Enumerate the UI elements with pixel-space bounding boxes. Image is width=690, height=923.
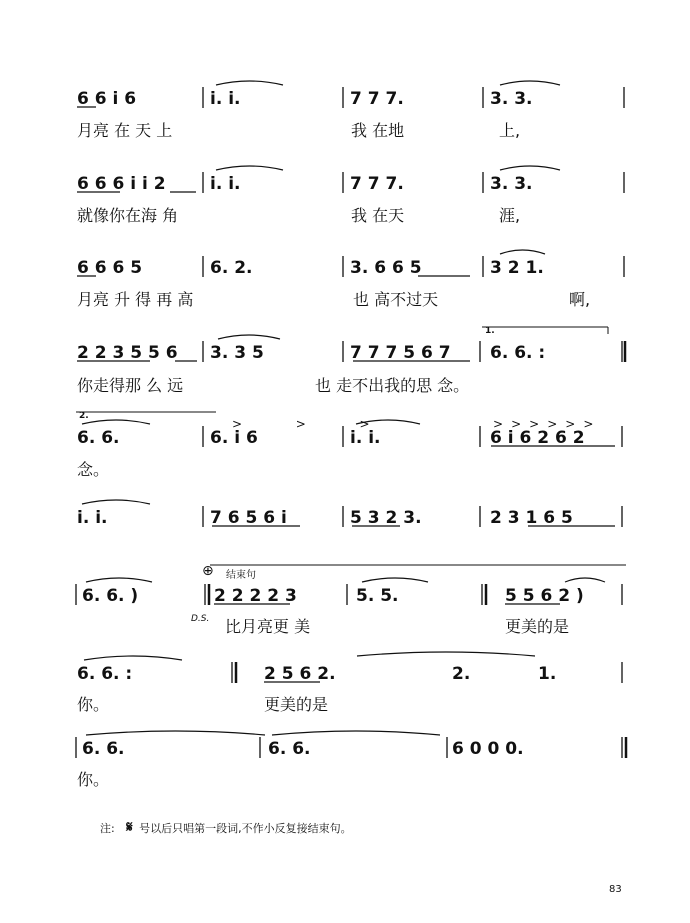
- measure-notes: 2 3 1 6 5: [490, 508, 573, 528]
- lyric-text: 更美的是: [505, 617, 570, 636]
- measure-notes: 6 6 6 5: [77, 258, 143, 278]
- accent-mark: >: [493, 417, 512, 431]
- footnote: [100, 818, 352, 836]
- lyric-text: 啊,: [569, 290, 591, 309]
- lyric-text: 就像你在海 角: [77, 206, 179, 225]
- measure-notes: 3. 3.: [490, 89, 533, 109]
- accent-mark: >: [359, 417, 370, 431]
- volta-2-label: 2.: [79, 411, 89, 421]
- accent-mark: >: [547, 417, 566, 431]
- segno-icon: 𝄋: [126, 818, 133, 836]
- lyric-text: 我 在地: [351, 121, 405, 140]
- lyric-text: 你。: [77, 770, 110, 789]
- lyric-text: 涯,: [499, 206, 521, 225]
- lyric-text: 上,: [499, 121, 521, 140]
- slur: [500, 166, 560, 170]
- lyric-text: 我 在天: [351, 206, 405, 225]
- lyric-text: 月亮 在 天 上: [77, 121, 173, 140]
- measure-notes: 6. 2.: [210, 258, 253, 278]
- measure-notes: 6. 6. ): [82, 586, 139, 606]
- accent-mark: >: [529, 417, 548, 431]
- accent-mark: >: [232, 417, 243, 431]
- accent-marks-right: [493, 417, 601, 431]
- slur: [216, 166, 283, 170]
- measure-notes: 7 7 7.: [350, 89, 404, 109]
- slur: [86, 731, 265, 735]
- accent-mark: >: [295, 417, 306, 431]
- measure-notes: 2 2 2 2 3: [214, 586, 297, 606]
- slur: [82, 420, 150, 424]
- measure-notes: 3. 3 5: [210, 343, 264, 363]
- lyric-text: 比月亮更 美: [225, 617, 311, 636]
- measure-notes: i. i.: [350, 428, 381, 448]
- slur: [565, 578, 605, 582]
- measure-notes: 2 2 3 5 5 6: [77, 343, 178, 363]
- lyric-text: 更美的是: [264, 695, 329, 714]
- slur: [362, 578, 428, 582]
- slur: [272, 731, 440, 735]
- measure-notes: i. i.: [210, 174, 241, 194]
- measure-notes: 6 i 6 2 6 2: [490, 428, 585, 448]
- measure-notes: 5. 5.: [356, 586, 399, 606]
- measure-notes: 6. i 6: [210, 428, 258, 448]
- measure-notes: 5 5 6 2 ): [505, 586, 584, 606]
- measure-notes: 6. 6.: [82, 739, 125, 759]
- lyric-text: 你走得那 么 远: [77, 376, 184, 395]
- slur: [82, 500, 150, 504]
- accent-marks: [232, 417, 370, 431]
- measure-notes: 6 6 6 i i 2: [77, 174, 166, 194]
- measure-notes: i. i.: [77, 508, 108, 528]
- measure-notes: 2.: [452, 664, 471, 684]
- measure-notes: 6. 6.: [268, 739, 311, 759]
- measure-notes: 3. 3.: [490, 174, 533, 194]
- accent-mark: >: [511, 417, 530, 431]
- slur: [500, 250, 545, 254]
- ending-label: 结束句: [226, 570, 256, 581]
- measure-notes: 3 2 1.: [490, 258, 544, 278]
- measure-notes: i. i.: [210, 89, 241, 109]
- volta-1-label: 1.: [485, 326, 495, 336]
- lyric-text: 念。: [77, 460, 110, 479]
- lyric-text: 也 走不出我的思 念。: [315, 376, 470, 395]
- measure-notes: 6. 6.: [77, 428, 120, 448]
- measure-notes: 7 7 7 5 6 7: [350, 343, 451, 363]
- slur: [86, 578, 152, 582]
- lyric-text: 你。: [77, 695, 110, 714]
- accent-mark: >: [565, 417, 584, 431]
- measure-notes: 5 3 2 3.: [350, 508, 422, 528]
- lyric-text: 也 高不过天: [353, 290, 439, 309]
- slur: [216, 81, 283, 85]
- accent-mark: >: [583, 417, 602, 431]
- measure-notes: 6 6 i 6: [77, 89, 137, 109]
- segno-sign: ⊕: [202, 563, 214, 579]
- slur: [218, 335, 280, 339]
- measure-notes: 1.: [538, 664, 557, 684]
- measure-notes: 6 0 0 0.: [452, 739, 524, 759]
- slur: [357, 652, 535, 656]
- slur: [84, 656, 182, 660]
- measure-notes: 2 5 6 2.: [264, 664, 336, 684]
- measure-notes: 7 6 5 6 i: [210, 508, 287, 528]
- footnote-text: 号以后只唱第一段词,不作小反复接结束句。: [139, 822, 352, 835]
- footnote-prefix: 注:: [100, 822, 115, 835]
- ds-label: D.S.: [191, 614, 210, 624]
- slur: [500, 81, 560, 85]
- measure-notes: 7 7 7.: [350, 174, 404, 194]
- measure-notes: 3. 6 6 5: [350, 258, 422, 278]
- lyric-text: 月亮 升 得 再 高: [77, 290, 194, 309]
- page-number: 83: [609, 884, 622, 895]
- measure-notes: 6. 6. :: [77, 664, 133, 684]
- measure-notes: 6. 6. :: [490, 343, 546, 363]
